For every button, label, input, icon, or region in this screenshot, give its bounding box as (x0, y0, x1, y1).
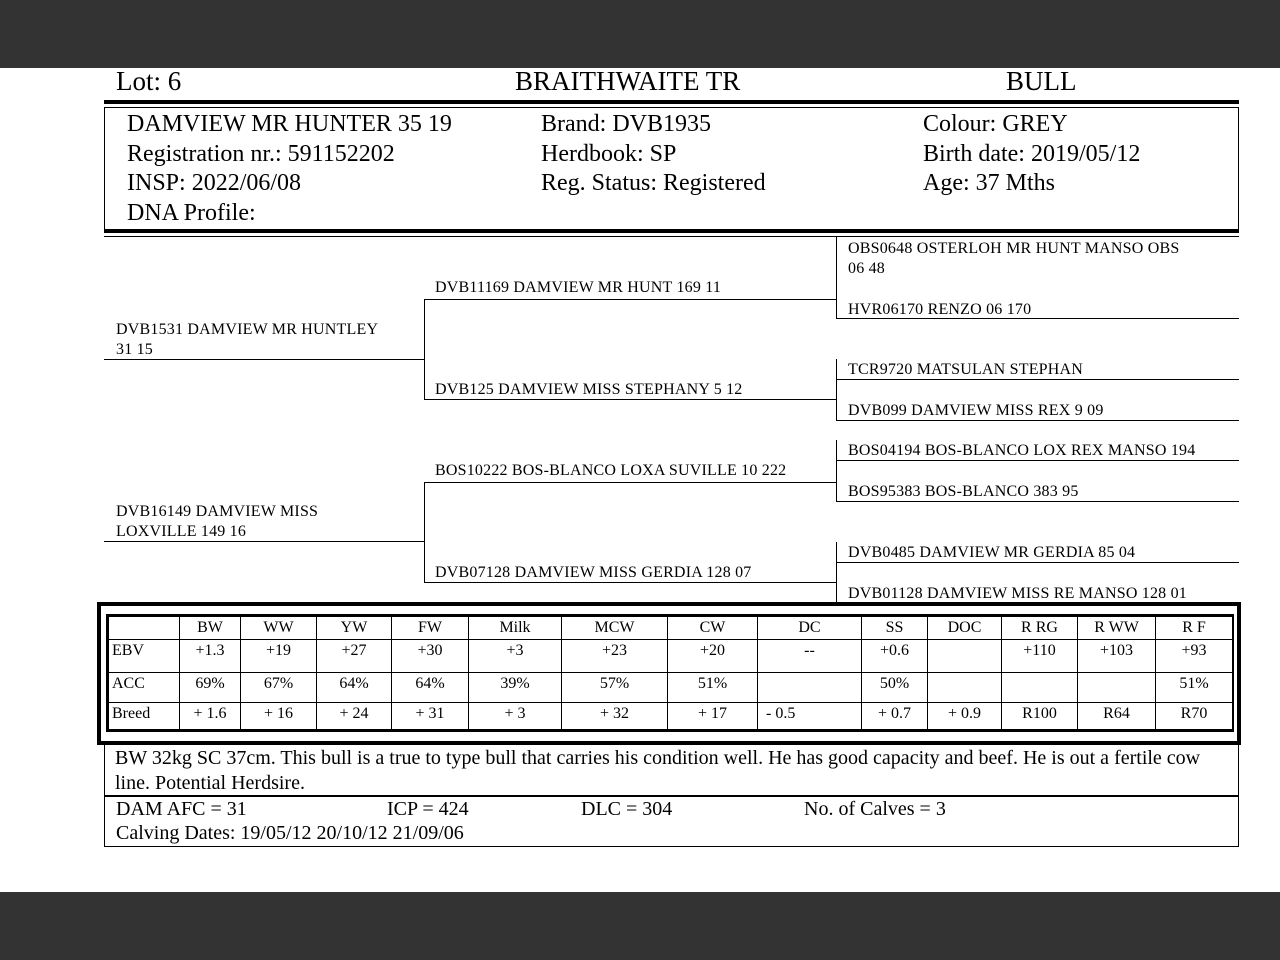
ebv-row-label: ACC (109, 673, 180, 703)
bottom-dark-bar (0, 892, 1280, 960)
ggp-bracket-4 (836, 542, 837, 603)
ebv-header-cell: YW (317, 617, 392, 640)
ebv-cell: R100 (1002, 703, 1078, 730)
ggp-6-line (836, 501, 1239, 502)
comment-box: BW 32kg SC 37cm. This bull is a true to type bull that carries his condition well. He has good capacity and beef. He is out a fertile cow line. Potential Herdsire. (104, 744, 1239, 796)
ebv-header-cell (109, 617, 180, 640)
ebv-cell: + 0.9 (928, 703, 1002, 730)
registration-number: Registration nr.: 591152202 (127, 141, 395, 167)
top-dark-bar (0, 0, 1280, 68)
ebv-cell: + 32 (562, 703, 668, 730)
ggp-6: BOS95383 BOS-BLANCO 383 95 (848, 483, 1079, 500)
ebv-cell: R70 (1156, 703, 1233, 730)
header-rule-thin (104, 107, 1239, 108)
ebv-cell: +19 (241, 640, 317, 673)
ggp-bracket-3 (836, 440, 837, 501)
info-box-right-border (1238, 108, 1239, 230)
ebv-header-cell: Milk (469, 617, 562, 640)
brand: Brand: DVB1935 (541, 111, 711, 137)
ggp-bracket-1 (836, 237, 837, 319)
dam-sire-name: BOS10222 BOS-BLANCO LOXA SUVILLE 10 222 (435, 462, 787, 479)
ebv-cell: + 3 (469, 703, 562, 730)
sire-line (104, 359, 424, 360)
ebv-cell: + 16 (241, 703, 317, 730)
ebv-cell: +3 (469, 640, 562, 673)
ggp-2: HVR06170 RENZO 06 170 (848, 301, 1032, 318)
ebv-cell: - 0.5 (758, 703, 862, 730)
ebv-header-cell: MCW (562, 617, 668, 640)
sire-sire-line (424, 299, 836, 300)
header-rule-thick (104, 100, 1239, 104)
ebv-cell: 50% (862, 673, 928, 703)
sire-sire-name: DVB11169 DAMVIEW MR HUNT 169 11 (435, 279, 722, 296)
dam-dlc: DLC = 304 (581, 798, 673, 820)
ggp-4-line (836, 420, 1239, 421)
ggp-7-line (836, 562, 1239, 563)
dam-dam-line (424, 582, 836, 583)
dam-dam-name: DVB07128 DAMVIEW MISS GERDIA 128 07 (435, 564, 752, 581)
ggp-4: DVB099 DAMVIEW MISS REX 9 09 (848, 402, 1104, 419)
info-box-left-border (104, 108, 105, 230)
dam-bracket (424, 482, 425, 583)
dam-name-line2: LOXVILLE 149 16 (116, 523, 247, 540)
ebv-row-label: Breed (109, 703, 180, 730)
ebv-cell: +23 (562, 640, 668, 673)
ebv-cell: 51% (1156, 673, 1233, 703)
dna-profile: DNA Profile: (127, 200, 256, 226)
ebv-cell (1002, 673, 1078, 703)
age: Age: 37 Mths (923, 170, 1055, 196)
ebv-table (108, 616, 1233, 730)
ebv-cell: + 1.6 (180, 703, 241, 730)
animal-sex: BULL (1006, 66, 1077, 96)
dam-icp: ICP = 424 (387, 798, 469, 820)
ebv-header-cell: SS (862, 617, 928, 640)
ggp-7: DVB0485 DAMVIEW MR GERDIA 85 04 (848, 544, 1136, 561)
ebv-cell: 64% (392, 673, 469, 703)
ggp-8: DVB01128 DAMVIEW MISS RE MANSO 128 01 (848, 585, 1187, 602)
calving-dates: Calving Dates: 19/05/12 20/10/12 21/09/06 (116, 822, 464, 844)
ebv-header-cell: FW (392, 617, 469, 640)
herdbook: Herdbook: SP (541, 141, 677, 167)
ggp-bracket-2 (836, 359, 837, 420)
ebv-header-cell: BW (180, 617, 241, 640)
ebv-cell: +93 (1156, 640, 1233, 673)
dam-name-line1: DVB16149 DAMVIEW MISS (116, 503, 319, 520)
ebv-cell (928, 640, 1002, 673)
dam-afc: DAM AFC = 31 (116, 798, 247, 820)
dam-sire-line (424, 482, 836, 483)
colour: Colour: GREY (923, 111, 1068, 137)
ebv-row (109, 640, 1233, 673)
ebv-cell (1078, 673, 1156, 703)
ebv-header-cell: DC (758, 617, 862, 640)
sire-bracket (424, 299, 425, 400)
ebv-header-cell: R RG (1002, 617, 1078, 640)
ebv-cell: +103 (1078, 640, 1156, 673)
info-rule-thin (104, 236, 1239, 237)
ebv-header-cell: R F (1156, 617, 1233, 640)
ebv-cell: 39% (469, 673, 562, 703)
ggp-3-line (836, 379, 1239, 380)
ebv-cell: -- (758, 640, 862, 673)
birth-date: Birth date: 2019/05/12 (923, 141, 1141, 167)
dam-stats-box (104, 796, 1239, 847)
dam-calves-count: No. of Calves = 3 (804, 798, 946, 820)
ebv-cell: +110 (1002, 640, 1078, 673)
ebv-cell: 64% (317, 673, 392, 703)
ebv-header-row (109, 617, 1233, 640)
breed-row (109, 703, 1233, 730)
ggp-5: BOS04194 BOS-BLANCO LOX REX MANSO 194 (848, 442, 1196, 459)
breeder-name: BRAITHWAITE TR (515, 66, 741, 96)
sire-dam-name: DVB125 DAMVIEW MISS STEPHANY 5 12 (435, 381, 743, 398)
ggp-5-line (836, 460, 1239, 461)
ggp-1-line2: 06 48 (848, 260, 885, 277)
ggp-2-line (836, 318, 1239, 319)
info-rule-thick (104, 229, 1239, 233)
animal-name: DAMVIEW MR HUNTER 35 19 (127, 111, 452, 137)
ggp-1-line1: OBS0648 OSTERLOH MR HUNT MANSO OBS (848, 240, 1180, 257)
acc-row (109, 673, 1233, 703)
lot-number: Lot: 6 (116, 66, 182, 96)
ggp-3: TCR9720 MATSULAN STEPHAN (848, 361, 1084, 378)
ebv-row-label: EBV (109, 640, 180, 673)
sire-name-line2: 31 15 (116, 341, 153, 358)
ebv-cell: +1.3 (180, 640, 241, 673)
inspection-date: INSP: 2022/06/08 (127, 170, 302, 196)
ebv-header-cell: WW (241, 617, 317, 640)
ebv-cell: 57% (562, 673, 668, 703)
registration-status: Reg. Status: Registered (541, 170, 766, 196)
sire-name-line1: DVB1531 DAMVIEW MR HUNTLEY (116, 321, 379, 338)
ebv-cell: + 31 (392, 703, 469, 730)
ebv-cell: 51% (668, 673, 758, 703)
ebv-header-cell: CW (668, 617, 758, 640)
sire-dam-line (424, 399, 836, 400)
ebv-cell: +20 (668, 640, 758, 673)
ebv-cell: +27 (317, 640, 392, 673)
ebv-cell: +0.6 (862, 640, 928, 673)
ebv-cell: 67% (241, 673, 317, 703)
ebv-cell (928, 673, 1002, 703)
ebv-cell: + 24 (317, 703, 392, 730)
dam-line (104, 541, 424, 542)
ebv-cell: R64 (1078, 703, 1156, 730)
ebv-header-cell: R WW (1078, 617, 1156, 640)
ebv-cell: 69% (180, 673, 241, 703)
ebv-cell: +30 (392, 640, 469, 673)
ebv-cell: + 0.7 (862, 703, 928, 730)
ebv-cell: + 17 (668, 703, 758, 730)
ebv-cell (758, 673, 862, 703)
ebv-header-cell: DOC (928, 617, 1002, 640)
